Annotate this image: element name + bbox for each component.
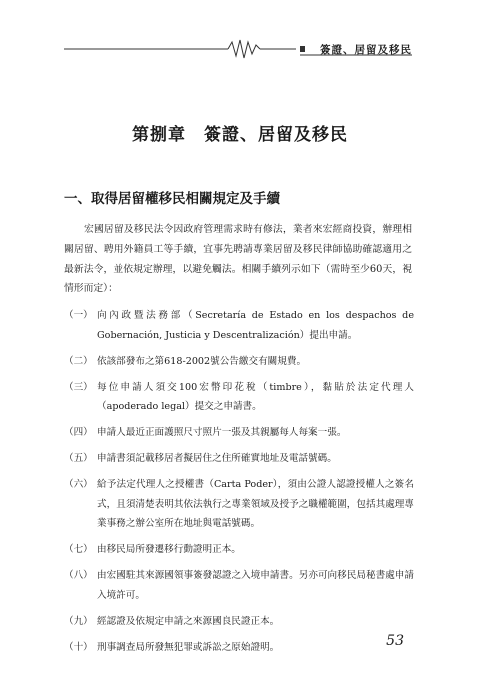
list-item-text: 由移民局所發遷移行動證明正本。: [97, 544, 241, 555]
section-heading: 一、取得居留權移民相關規定及手續: [64, 191, 280, 207]
list-item-number: （七）: [64, 544, 93, 555]
list-item: [64, 449, 414, 469]
list-item-text: 申請書須記載移居者擬居住之住所確實地址及電話號碼。: [97, 453, 337, 464]
list-item-text: 刑事調查局所發無犯罪或訴訟之原始證明。: [97, 641, 280, 653]
requirements-list: [64, 306, 414, 664]
list-item-number: （五）: [64, 453, 93, 464]
list-item: [64, 423, 414, 443]
list-item: [64, 352, 414, 372]
list-item-text: 經認證及依規定申請之來源國良民證正本。: [97, 615, 280, 627]
list-item-text: 依該部發布之第618-2002號公告繳交有關規費。: [97, 355, 307, 367]
list-item: [64, 306, 414, 345]
chapter-title: 第捌章 簽證、居留及移民: [132, 125, 348, 145]
list-item: [64, 378, 414, 417]
list-item-text: 每位申請人須交100宏幣印花稅（timbre），黏貼於法定代理人（apoderado legal）提交之申請書。: [97, 381, 414, 412]
running-header: [0, 36, 480, 62]
page-number: 53: [386, 633, 404, 649]
intro-paragraph: 宏國居留及移民法令因政府管理需求時有修法，業者來宏經商投資，辦理相關居留、聘用外籍員工等手續，宜事先聘請專業居留及移民律師協助確認適用之最新法令，並依規定辦理，以避免觸法。相關手續列示如下（需時至少60天，視情形而定）：: [64, 224, 412, 295]
list-item-text: 由宏國駐其來源國領事簽發認證之入境申請書。另亦可向移民局秘書處申請入境許可。: [97, 570, 414, 601]
running-header-title: 簽證、居留及移民: [320, 44, 412, 56]
list-item: [64, 540, 414, 560]
list-item: [64, 475, 414, 534]
list-item-number: （九）: [64, 615, 93, 627]
list-item: [64, 566, 414, 605]
list-item-number: （三）: [64, 381, 93, 393]
list-item-number: （六）: [64, 479, 93, 490]
list-item-number: （二）: [64, 355, 93, 367]
list-item-number: （一）: [64, 310, 93, 321]
list-item-number: （八）: [64, 570, 93, 581]
list-item: [64, 612, 414, 632]
list-item-number: （十）: [64, 641, 93, 653]
list-item-text: 向內政暨法務部（Secretaría de Estado en los despachos de Gobernación, Justicia y Descentralización）提出申請。: [97, 310, 414, 341]
list-item: [64, 638, 414, 658]
list-item-text: 申請人最近正面護照尺寸照片一張及其親屬每人每案一張。: [97, 427, 347, 438]
list-item-number: （四）: [64, 427, 93, 438]
list-item-text: 給予法定代理人之授權書（Carta Poder），須由公證人認證授權人之簽名式，且須清楚表明其依法執行之專業領域及授予之職權範圍，包括其處理專業事務之辦公室所在地址與電話號碼。: [97, 479, 414, 529]
